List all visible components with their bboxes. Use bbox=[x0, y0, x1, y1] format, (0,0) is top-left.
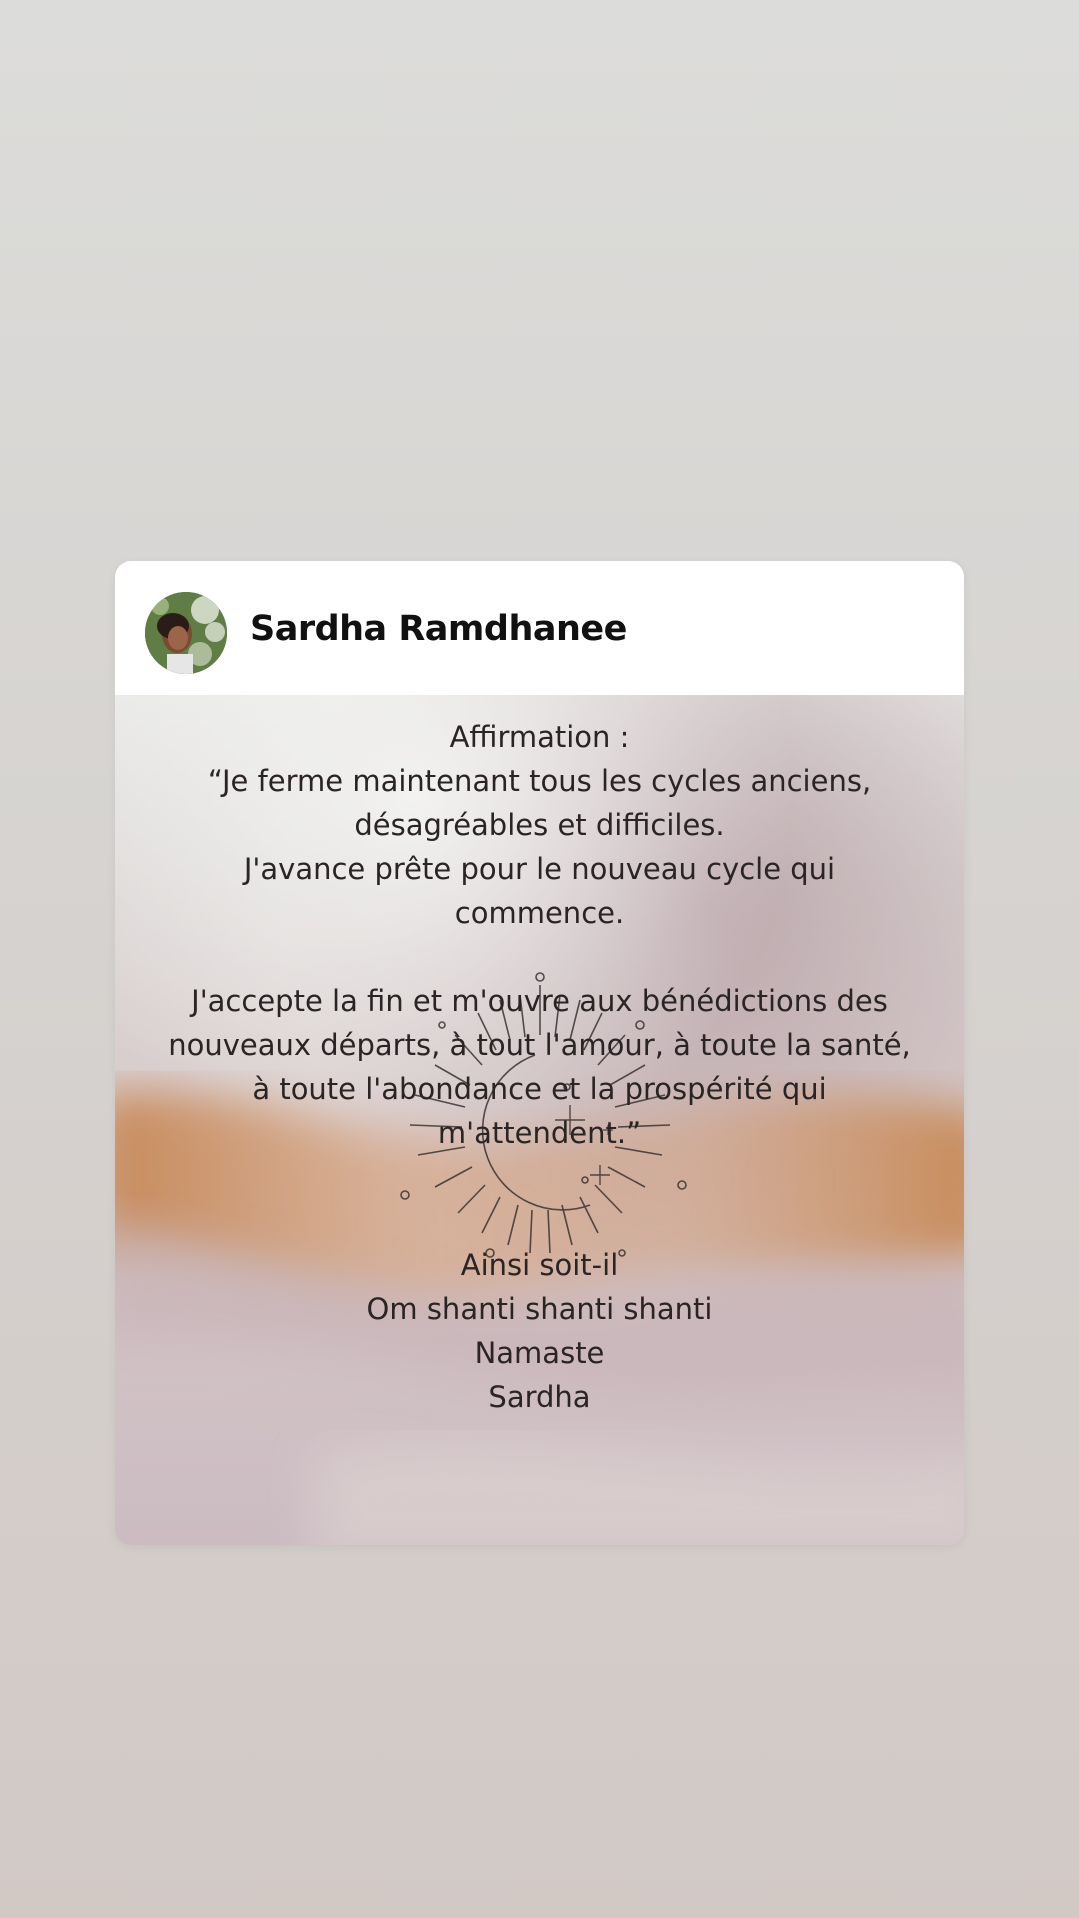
post-card[interactable] bbox=[115, 561, 964, 1545]
paragraph-spacer bbox=[115, 935, 964, 979]
affirmation-line: commence. bbox=[454, 896, 625, 930]
affirmation-line: à toute l'abondance et la prospérité qui bbox=[252, 1072, 827, 1106]
closing-line: Om shanti shanti shanti bbox=[366, 1292, 713, 1326]
affirmation-line: désagréables et difficiles. bbox=[354, 808, 725, 842]
author-name[interactable]: Sardha Ramdhanee bbox=[250, 609, 627, 649]
affirmation-line: J'avance prête pour le nouveau cycle qui bbox=[243, 852, 836, 886]
affirmation-text bbox=[115, 715, 964, 1419]
affirmation-line: “Je ferme maintenant tous les cycles anciens, bbox=[207, 764, 872, 798]
avatar[interactable] bbox=[145, 592, 227, 674]
affirmation-line: nouveaux départs, à tout l'amour, à toute la santé, bbox=[168, 1028, 911, 1062]
affirmation-line: J'accepte la fin et m'ouvre aux bénédictions des bbox=[191, 984, 888, 1018]
affirmation-line: m'attendent.” bbox=[437, 1116, 642, 1150]
post-header bbox=[115, 561, 964, 695]
affirmation-title: Affirmation : bbox=[449, 720, 630, 754]
post-image bbox=[115, 695, 964, 1545]
closing-line: Namaste bbox=[474, 1336, 605, 1370]
signature: Sardha bbox=[488, 1380, 591, 1414]
paragraph-spacer bbox=[115, 1155, 964, 1243]
avatar-photo bbox=[145, 592, 227, 674]
closing-line: Ainsi soit-il bbox=[460, 1248, 619, 1282]
